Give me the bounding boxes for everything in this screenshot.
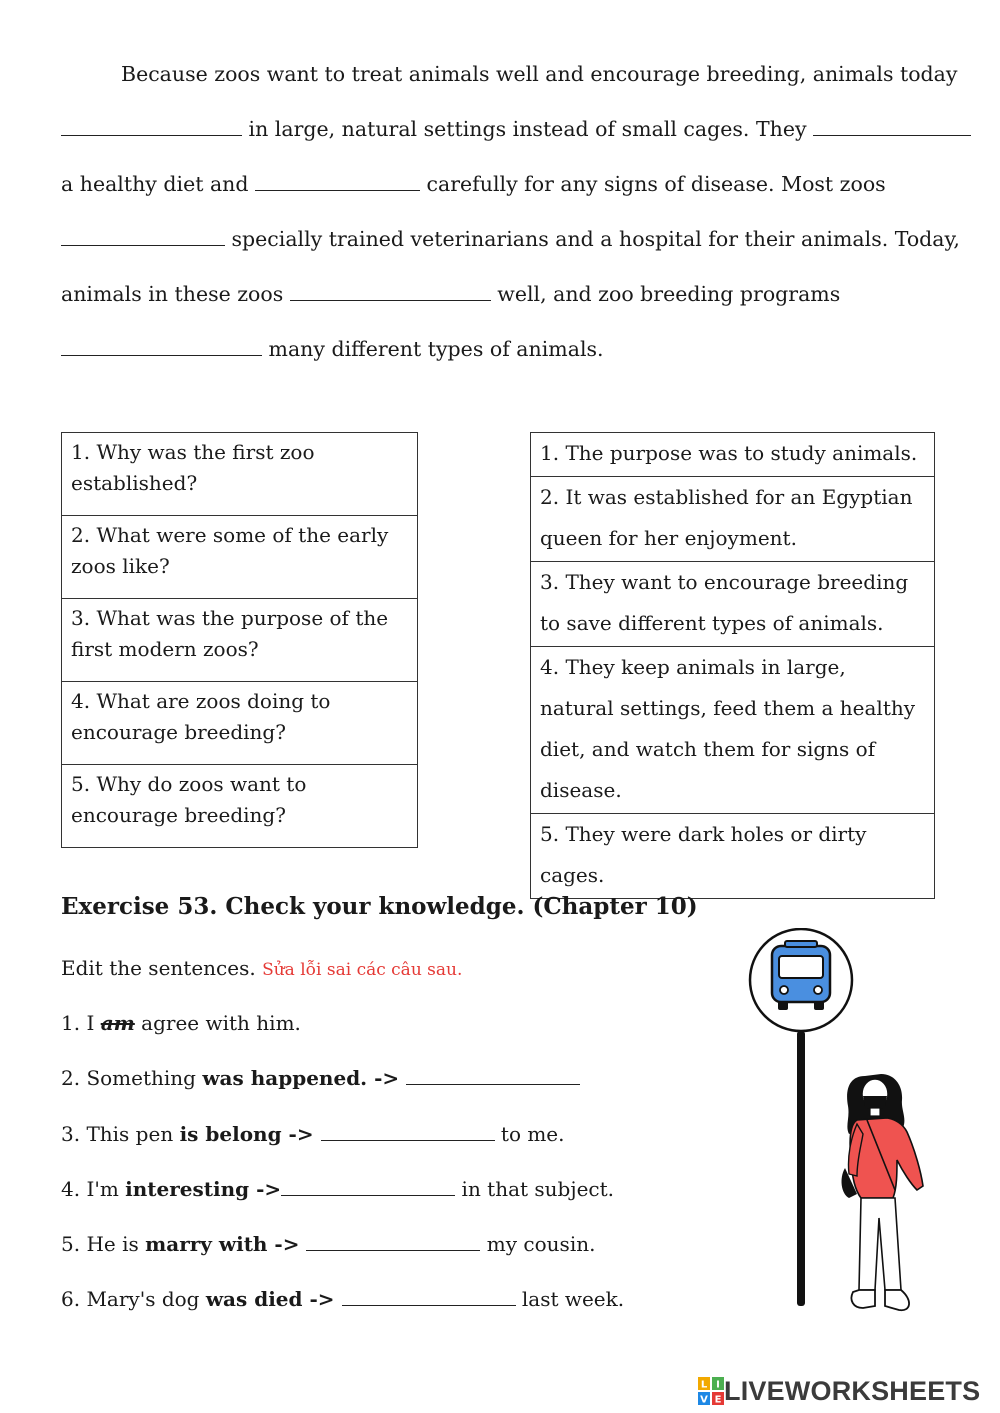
paragraph-line-5: animals in these zoos well, and zoo breeding programs [61,282,841,306]
question-cell[interactable]: 1. Why was the first zoo established? [62,433,418,516]
logo-letter-l: L [700,1379,708,1391]
paragraph-line-4: specially trained veterinarians and a hospital for their animals. Today, [61,227,960,251]
error-phrase: was died -> [205,1287,342,1311]
error-phrase: interesting -> [125,1177,282,1201]
question-cell[interactable]: 4. What are zoos doing to encourage breeding? [62,682,418,765]
question-cell[interactable]: 5. Why do zoos want to encourage breeding? [62,765,418,848]
answer-cell[interactable]: 5. They were dark holes or dirty cages. [531,814,935,899]
answer-blank-2[interactable] [406,1066,580,1085]
instruction-vietnamese: Sửa lỗi sai các câu sau. [262,960,463,980]
answer-cell[interactable]: 4. They keep animals in large, natural settings, feed them a healthy diet, and watch them for signs of disease. [531,647,935,814]
logo-letter-e: E [714,1394,722,1405]
sentence-2: 2. Something was happened. -> [61,1066,580,1090]
sign-pole [797,1031,805,1306]
error-word: am [100,1011,135,1035]
bus-stop-illustration [745,928,935,1323]
logo-letter-i: I [716,1379,720,1391]
exercise-instruction: Edit the sentences. Sửa lỗi sai các câu sau. [61,956,463,980]
bus-icon [772,941,830,1010]
answer-cell[interactable]: 3. They want to encourage breeding to save different types of animals. [531,562,935,647]
paragraph-line-6: many different types of animals. [61,337,604,361]
question-cell[interactable]: 3. What was the purpose of the first modern zoos? [62,599,418,682]
exercise-title: Exercise 53. Check your knowledge. (Chapter 10) [61,893,698,920]
sentence-1: 1. I am agree with him. [61,1011,301,1035]
blank-1[interactable] [61,117,242,136]
sentence-3: 3. This pen is belong -> to me. [61,1122,565,1146]
bus-stop-sign [750,929,852,1031]
answer-blank-4[interactable] [281,1177,455,1196]
error-phrase: is belong -> [179,1122,321,1146]
answer-blank-6[interactable] [342,1287,516,1306]
sentence-6: 6. Mary's dog was died -> last week. [61,1287,625,1311]
questions-table [61,432,418,848]
error-phrase: marry with -> [145,1232,307,1256]
blank-4[interactable] [61,227,225,246]
blank-3[interactable] [255,172,420,191]
question-cell[interactable]: 2. What were some of the early zoos like? [62,516,418,599]
logo-mark-icon [698,1377,724,1405]
reading-paragraph [61,60,960,370]
logo-text: LIVEWORKSHEETS [724,1375,981,1406]
error-phrase: was happened. -> [202,1066,407,1090]
liveworksheets-logo[interactable] [698,1374,980,1408]
paragraph-line-1: Because zoos want to treat animals well and encourage breeding, animals today [121,62,958,86]
answer-blank-3[interactable] [321,1122,495,1141]
answer-cell[interactable]: 2. It was established for an Egyptian queen for her enjoyment. [531,477,935,562]
answer-blank-5[interactable] [306,1232,480,1251]
answer-cell[interactable]: 1. The purpose was to study animals. [531,433,935,477]
paragraph-line-2: in large, natural settings instead of small cages. They [61,117,971,141]
blank-2[interactable] [813,117,971,136]
blank-5[interactable] [290,282,491,301]
logo-letter-v: V [700,1394,708,1405]
answers-table [530,432,935,899]
sentence-5: 5. He is marry with -> my cousin. [61,1232,596,1256]
paragraph-line-3: a healthy diet and carefully for any signs of disease. Most zoos [61,172,886,196]
sentence-4: 4. I'm interesting -> in that subject. [61,1177,614,1201]
girl-figure [842,1074,923,1310]
blank-6[interactable] [61,337,262,356]
